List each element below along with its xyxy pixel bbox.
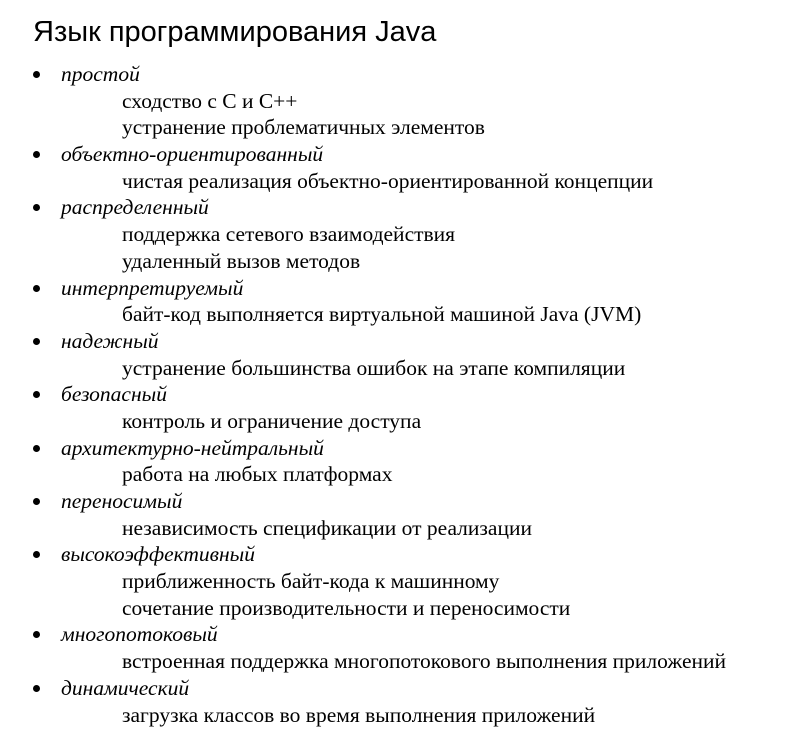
- feature-detail: байт-код выполняется виртуальной машиной Java (JVM): [122, 302, 642, 327]
- bullet-icon: [33, 204, 40, 211]
- bullet-icon: [33, 551, 40, 558]
- feature-details: [0, 88, 726, 141]
- list-item-header: [0, 435, 726, 462]
- feature-term: безопасный: [61, 382, 167, 407]
- list-item-header: [0, 381, 726, 408]
- feature-details: [0, 515, 726, 542]
- feature-detail: приближенность байт-кода к машинному: [122, 569, 500, 594]
- feature-detail: сочетание производительности и переносимости: [122, 595, 571, 620]
- feature-detail: контроль и ограничение доступа: [122, 408, 422, 433]
- bullet-icon: [33, 71, 40, 78]
- list-item: [0, 275, 726, 328]
- feature-detail: независимость спецификации от реализации: [122, 515, 532, 540]
- feature-detail: работа на любых платформах: [122, 462, 393, 487]
- list-item-header: [0, 328, 726, 355]
- feature-detail: сходство с C и C++: [122, 88, 298, 113]
- list-item: [0, 435, 726, 488]
- feature-detail: чистая реализация объектно-ориентированной концепции: [122, 168, 654, 193]
- page-title: Язык программирования Java: [33, 16, 437, 48]
- list-item-header: [0, 61, 726, 88]
- feature-term: высокоэффективный: [61, 542, 255, 567]
- feature-term: переносимый: [61, 489, 183, 513]
- feature-term: простой: [61, 62, 140, 86]
- list-item: [0, 328, 726, 381]
- list-item: [0, 381, 726, 434]
- feature-term: объектно-ориентированный: [61, 142, 324, 167]
- feature-details: [0, 461, 726, 488]
- feature-term: интерпретируемый: [61, 275, 244, 300]
- list-item-header: [0, 675, 726, 702]
- feature-detail: встроенная поддержка многопотокового выполнения приложений: [122, 649, 727, 674]
- feature-details: [0, 702, 726, 729]
- feature-details: [0, 221, 726, 274]
- feature-list: [0, 61, 726, 728]
- feature-detail: устранение большинства ошибок на этапе компиляции: [122, 355, 626, 380]
- feature-term: надежный: [61, 328, 159, 353]
- bullet-icon: [33, 285, 40, 292]
- feature-term: динамический: [61, 675, 190, 700]
- feature-details: [0, 168, 726, 195]
- list-item-header: [0, 541, 726, 568]
- bullet-icon: [33, 338, 40, 345]
- feature-details: [0, 355, 726, 382]
- feature-term: распределенный: [61, 195, 209, 220]
- list-item: [0, 675, 726, 728]
- bullet-icon: [33, 391, 40, 398]
- bullet-icon: [33, 498, 40, 505]
- bullet-icon: [33, 631, 40, 638]
- list-item: [0, 194, 726, 274]
- bullet-icon: [33, 151, 40, 158]
- list-item: [0, 621, 726, 674]
- feature-details: [0, 408, 726, 435]
- list-item-header: [0, 621, 726, 648]
- feature-detail: устранение проблематичных элементов: [122, 115, 485, 140]
- feature-details: [0, 301, 726, 328]
- list-item-header: [0, 488, 726, 515]
- list-item: [0, 541, 726, 621]
- feature-detail: загрузка классов во время выполнения приложений: [122, 702, 596, 727]
- list-item: [0, 141, 726, 194]
- feature-term: архитектурно-нейтральный: [61, 435, 324, 460]
- feature-term: многопотоковый: [61, 622, 218, 647]
- feature-details: [0, 568, 726, 621]
- bullet-icon: [33, 445, 40, 452]
- list-item: [0, 488, 726, 541]
- list-item-header: [0, 275, 726, 302]
- feature-detail: удаленный вызов методов: [122, 248, 361, 273]
- feature-detail: поддержка сетевого взаимодействия: [122, 222, 456, 247]
- list-item-header: [0, 141, 726, 168]
- feature-details: [0, 648, 726, 675]
- list-item-header: [0, 194, 726, 221]
- list-item: [0, 61, 726, 141]
- bullet-icon: [33, 685, 40, 692]
